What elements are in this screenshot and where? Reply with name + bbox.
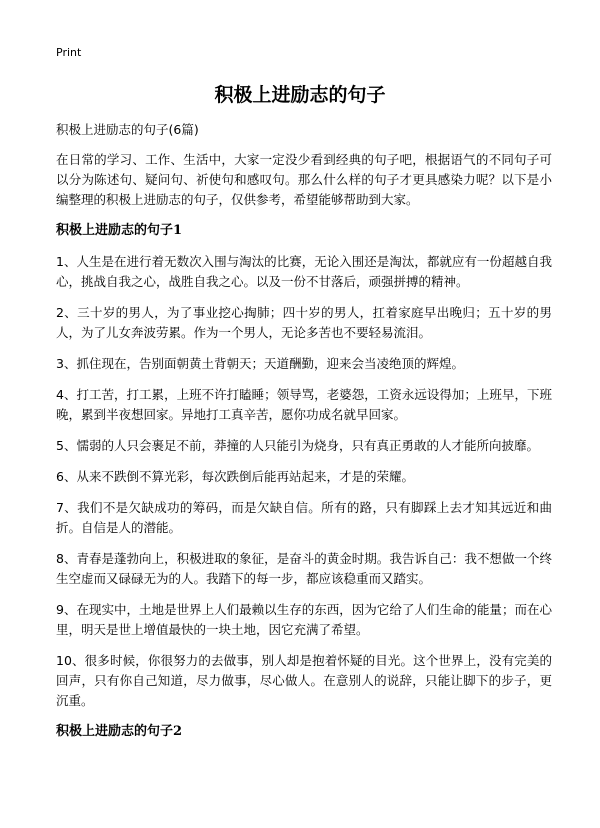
list-item: 2、三十岁的男人，为了事业挖心掏肺；四十岁的男人，扛着家庭早出晚归；五十岁的男人，为了儿女奔波劳累。作为一个男人，无论多苦也不要轻易流泪。 [56,305,552,340]
document-content [56,150,552,753]
section-heading-2: 积极上进励志的句子2 [56,724,183,739]
list-item: 3、抓住现在，告别面朝黄土背朝天；天道酬勤，迎来会当凌绝顶的辉煌。 [56,356,464,371]
intro-paragraph: 在日常的学习、工作、生活中，大家一定没少看到经典的句子吧，根据语气的不同句子可以分为陈述句、疑问句、祈使句和感叹句。那么什么样的句子才更具感染力呢？以下是小编整理的积极上进励志的句子，仅供参考，希望能够帮助到大家。 [56,152,552,207]
list-item: 4、打工苦，打工累，上班不许打瞌睡；领导骂，老婆怨，工资永远设得加；上班早，下班晚，累到半夜想回家。异地打工真辛苦，愿你功成名就早回家。 [56,387,552,422]
section-heading-1: 积极上进励志的句子1 [56,223,183,238]
list-item: 1、人生是在进行着无数次入围与淘汰的比赛，无论入围还是淘汰，都就应有一份超越自我心，挑战自我之心，战胜自我之心。以及一份不甘落后，顽强拼搏的精神。 [56,254,552,289]
list-item: 10、很多时候，你很努力的去做事，别人却是抱着怀疑的目光。这个世界上，没有完美的回声，只有你自己知道，尽力做事，尽心做人。在意别人的说辞，只能让脚下的步子，更沉重。 [56,653,552,708]
list-item: 8、青春是蓬勃向上，积极进取的象征，是奋斗的黄金时期。我告诉自己：我不想做一个终生空虚而又碌碌无为的人。我踏下的每一步，都应该稳重而又踏实。 [56,551,552,586]
list-item: 6、从来不跌倒不算光彩，每次跌倒后能再站起来，才是的荣耀。 [56,469,414,484]
list-item: 9、在现实中，土地是世界上人们最赖以生存的东西，因为它给了人们生命的能量；而在心里，明天是世上增值最快的一块土地，因它充满了希望。 [56,602,552,637]
print-link[interactable]: Print [56,46,82,59]
document-subtitle: 积极上进励志的句子(6篇) [56,122,199,137]
page-title: 积极上进励志的句子 [214,84,386,106]
list-item: 5、懦弱的人只会裹足不前，莽撞的人只能引为烧身，只有真正勇敢的人才能所向披靡。 [56,438,539,453]
list-item: 7、我们不是欠缺成功的筹码，而是欠缺自信。所有的路，只有脚踩上去才知其远近和曲折。自信是人的潜能。 [56,500,552,535]
